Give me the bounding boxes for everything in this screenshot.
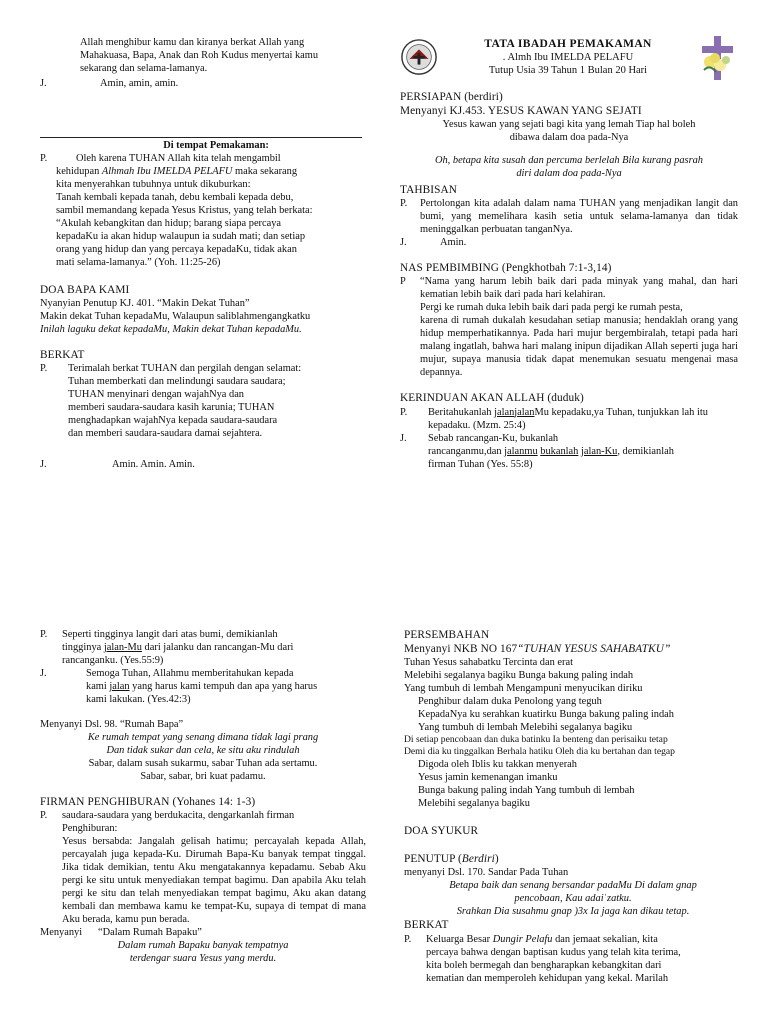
berkat-line: percaya bahwa dengan baptisan kudus yang telah kita terima, (426, 946, 681, 958)
text-part: rancanganmu,dan (428, 445, 505, 457)
underlined-word: bukanlah (540, 445, 579, 457)
kerinduan-p-text (428, 406, 738, 432)
berkat-line: dan memberi saudara-saudara damai sejahtera. (68, 428, 263, 440)
song-lyric: terdengar suara Yesus yang merdu. (129, 953, 277, 965)
doa-syukur-title: DOA SYUKUR (404, 825, 479, 838)
deceased-age: Tutup Usia 39 Tahun 1 Bulan 20 Hari (488, 65, 648, 77)
response-text: Amin. (440, 237, 467, 249)
lyric-line: Tuhan Yesus sahabatku Tercinta dan erat (404, 657, 573, 669)
firman-title: FIRMAN PENGHIBURAN (Yohanes 14: 1-3) (40, 796, 256, 808)
committal-line: kepadaKu ia akan hidup walaupun ia sudah mati; dan setiap (56, 231, 306, 242)
text-part: Beritahukanlah (428, 406, 495, 418)
text-part: tingginya (62, 642, 104, 653)
flower-cross-icon (696, 32, 738, 82)
lyric-line: Penghibur dalam duka Penolong yang teguh (418, 696, 602, 708)
berkat-line: menghadapkan wajahNya kepada saudara-saudara (68, 415, 278, 427)
response-label: J. (40, 459, 47, 471)
leader-label: P. (40, 629, 48, 640)
verse-p-text (62, 628, 366, 667)
kerinduan-j-row (400, 432, 738, 471)
text-part: , demikianlah (617, 445, 674, 457)
berkat-title: BERKAT (404, 919, 449, 932)
persiapan-title: PERSIAPAN (berdiri) (400, 91, 503, 103)
kerinduan-title: KERINDUAN AKAN ALLAH (duduk) (400, 392, 584, 405)
song2-title: “Dalam Rumah Bapaku” (98, 927, 202, 939)
committal-line: “Akulah kebangkitan dan hidup; barang siapa percaya (56, 218, 282, 229)
leader-label: P. (400, 198, 408, 210)
text-part: Mu kepadaku,ya Tuhan, tunjukkan lah itu kepadaku. (Mzm. 25:4) (428, 406, 708, 431)
lyric-line: Yang tumbuh di lembah Melebihi segalanya bagiku (418, 722, 633, 734)
lyric-block (404, 695, 742, 734)
text-part: Menyanyi NKB NO 167 (404, 643, 518, 656)
lyric-line: Yang tumbuh di lembah Mengampuni menyucikan diriku (404, 683, 643, 695)
text-line: Penghiburan: (62, 823, 118, 835)
burial-section (40, 139, 362, 471)
underlined-word: jalan-Mu (103, 642, 142, 653)
song-lyric: Dan tidak sukar dan cela, ke situ aku rindulah (106, 745, 300, 756)
bottom-right-column (404, 628, 742, 985)
leader-label: P. (40, 153, 48, 164)
verse-p-row (40, 628, 366, 667)
berkat-title: BERKAT (40, 349, 85, 362)
text-part: ) (494, 853, 499, 866)
text-part: dan jemaat sekalian, kita (552, 933, 658, 945)
lyric-block (404, 758, 742, 810)
song2-row (40, 926, 366, 939)
offering-song (404, 642, 742, 656)
lyric-line: Melebihi segalanya bagiku Bunga bakung paling indah (404, 670, 634, 682)
committal-line: Tanah kembali kepada tanah, debu kembali kepada debu, (56, 192, 294, 203)
leader-label: P. (404, 933, 412, 945)
tahbisan-row (400, 197, 738, 236)
text-part: kami (86, 681, 110, 692)
leader-label: P (400, 276, 406, 288)
firman-body (40, 822, 366, 926)
committal-line (56, 165, 362, 178)
underlined-word: jalanmu (504, 445, 538, 457)
nas-text (420, 275, 738, 379)
blessing-line: sekarang dan selama-lamanya. (80, 63, 208, 74)
berkat-line: kematian dan memperoleh kehidupan yang kekal. Marilah (426, 972, 669, 984)
committal-first-line: Oleh karena TUHAN Allah kita telah mengambil (76, 153, 281, 164)
committal-line: orang yang hidup dan yang percaya kepadaKu, tidak akan (56, 244, 297, 255)
text-line: Semoga Tuhan, Allahmu memberitahukan kepada (86, 668, 294, 679)
closing-song-lyric: Inilah laguku dekat kepadaMu, Makin dekat Tuhan kepadaMu. (40, 324, 302, 336)
text-line (428, 445, 738, 458)
song-lyric: Yesus kawan yang sejati bagi kita yang lemah Tiap hal boleh (442, 119, 696, 131)
lyric-line: Bunga bakung paling indah Yang tumbuh di lembah (418, 785, 635, 797)
response-text: Amin. Amin. Amin. (112, 459, 195, 471)
verse-j-row (40, 667, 366, 706)
kerinduan-j-text (428, 432, 738, 471)
tahbisan-text: Pertolongan kita adalah dalam nama TUHAN yang menjadikan langit dan bumi, yang memelihara kasih setia untuk selama-lamanya dan tidak meninggalkan perbuatan tanganNya. (420, 198, 738, 236)
song-lyric: pencobaan, Kau adaiˈzatku. (514, 893, 632, 905)
berkat-text (404, 946, 742, 985)
firman-text: Yesus bersabda: Jangalah gelisah hatimu; percayalah kepada Allah, percayalah juga kepada-Ku. Dirumah Bapa-Ku banyak tempat tinggal. Jika tidak demikian, tentu Aku mengatakannya kepadamu. Sebab Aku pergi ke situ untuk menyediakan tempat bagimu. Dan apabila Aku telah pergi ke situ dan telah menyediakan tempat bagimu, Aku akan datang kembali dan membawa kamu ke tempat-Ku, supaya di tempat di mana Aku berada, kamu pun berada. (62, 836, 366, 926)
berkat-line: memberi saudara-saudara kasih karunia; TUHAN (68, 402, 275, 414)
song-lyric: Srahkan Dia susahmu gnap )3x Ia jaga kan dikau tetap. (456, 906, 690, 918)
nas-paragraph: “Nama yang harum lebih baik dari pada minyak yang mahal, dan hari kematian lebih baik dari pada hari kelahiran. (420, 276, 738, 301)
response-label: J. (40, 78, 47, 89)
lyric-line: Di setiap pencobaan dan duka batinku Ia benteng dan perisaiku tetap (404, 734, 668, 746)
kerinduan-p-row (400, 406, 738, 432)
response-label: J. (400, 237, 407, 249)
opening-song: Menyanyi KJ.453. YESUS KAWAN YANG SEJATI (400, 105, 642, 118)
response-label: J. (400, 432, 407, 444)
section-title: Di tempat Pemakaman: (163, 140, 269, 151)
closing-song-lyric: Makin dekat Tuhan kepadaMu, Walaupun saliblahmengangkatku (40, 311, 311, 323)
text-line: rancanganku. (Yes.55:9) (62, 655, 164, 666)
deceased-name: . Almh Ibu IMELDA PELAFU (502, 52, 634, 64)
song-lyric: Sabar, dalam susah sukarmu, sabar Tuhan ada sertamu. (88, 758, 318, 769)
berkat-first-line (426, 933, 742, 946)
song2-label: Menyanyi (40, 927, 83, 939)
committal-text-part: maka sekarang (232, 166, 298, 177)
text-part: Keluarga Besar (426, 933, 493, 945)
committal-row (40, 152, 362, 165)
song-lyric: Dalam rumah Bapaku banyak tempatnya (117, 940, 289, 952)
committal-text (40, 165, 362, 269)
committal-line: sambil memandang kepada Yesus Kristus, yang telah berkata: (56, 205, 313, 216)
berkat-line: kita boleh bermegah dan bengharapkan kebangkitan dari (426, 959, 662, 971)
tahbisan-title: TAHBISAN (400, 184, 458, 197)
lyric-line: Demi dia ku tinggalkan Berhala hatiku Oleh dia ku bertahan dan tegap (404, 746, 675, 758)
church-seal-icon (400, 38, 438, 76)
closing-blessing (40, 36, 362, 75)
lyric-line: KepadaNya ku serahkan kuatirku Bunga bakung paling indah (418, 709, 674, 721)
lyric-line: Digoda oleh Iblis ku takkan menyerah (418, 759, 577, 771)
response-text: Amin, amin, amin. (100, 78, 179, 89)
doa-title: DOA BAPA KAMI (40, 284, 130, 296)
closing-song: menyanyi Dsl. 170. Sandar Pada Tuhan (404, 867, 569, 879)
song-lyric: dibawa dalam doa pada-Nya (509, 132, 629, 144)
penutup-title (404, 852, 742, 866)
family-name: Dungir Pelafu (492, 933, 553, 945)
berkat-first-line: Terimalah berkat TUHAN dan pergilah dengan selamat: (68, 363, 302, 375)
leader-label: P. (40, 810, 48, 822)
text-part: Berdiri (461, 853, 495, 866)
response-label: J. (40, 668, 47, 679)
text-line: Seperti tingginya langit dari atas bumi, demikianlah (62, 629, 278, 640)
song-title: “TUHAN YESUS SAHABATKU” (517, 643, 671, 656)
berkat-line: TUHAN menyinari dengan wajahNya dan (68, 389, 245, 401)
song-lyric: Oh, betapa kita susah dan percuma berlelah Bila kurang pasrah (434, 155, 703, 167)
underlined-word: jalanjalan (494, 406, 535, 418)
blessing-line: Mahakuasa, Bapa, Anak dan Roh Kudus menyertai kamu (80, 50, 319, 61)
response-row (40, 77, 362, 90)
text-line (86, 680, 366, 693)
section-divider (40, 137, 362, 138)
song-lyric: Ke rumah tempat yang senang dimana tidak lagi prang (87, 732, 319, 743)
underlined-word: jalan (109, 681, 130, 692)
text-line: firman Tuhan (Yes. 55:8) (428, 458, 533, 470)
text-part: PENUTUP ( (404, 853, 462, 866)
nas-paragraph: Pergi ke rumah duka lebih baik dari pada pergi ke rumah pesta, (420, 302, 683, 314)
header-text (446, 37, 690, 78)
text-line (62, 641, 366, 654)
program-title: TATA IBADAH PEMAKAMAN (484, 37, 652, 50)
deceased-name: Alhmah Ibu IMELDA PELAFU (101, 166, 233, 177)
leader-label: P. (400, 406, 408, 418)
underlined-word: jalan-Ku (580, 445, 618, 457)
response-row (400, 236, 738, 249)
blessing-line: Allah menghibur kamu dan kiranya berkat Allah yang (80, 37, 305, 48)
firman-row (40, 809, 366, 822)
song-lyric: Betapa baik dan senang bersandar padaMu Di dalam gnap (449, 880, 697, 892)
committal-line: mati selama-lamanya.” (Yoh. 11:25-26) (56, 257, 221, 268)
song-lyric: diri dalam doa pada-Nya (516, 168, 622, 180)
text-line: Sebab rancangan-Ku, bukanlah (428, 432, 559, 444)
verse-j-text (86, 667, 366, 706)
leader-label: P. (40, 363, 48, 375)
song-title: Menyanyi Dsl. 98. “Rumah Bapa” (40, 719, 184, 730)
text-part: yang harus kami tempuh dan apa yang harus (129, 681, 318, 692)
top-left-column (40, 36, 362, 90)
song-lyric: Sabar, sabar, bri kuat padamu. (140, 771, 266, 782)
berkat-text (40, 375, 362, 440)
berkat-row (40, 362, 362, 375)
nas-row (400, 275, 738, 379)
text-line: kami lakukan. (Yes.42:3) (86, 694, 191, 705)
committal-text-part: kehidupan (56, 166, 102, 177)
program-header (400, 32, 738, 82)
berkat-line: Tuhan memberkati dan melindungi saudara saudara; (68, 376, 286, 388)
closing-song: Nyanyian Penutup KJ. 401. “Makin Dekat Tuhan” (40, 298, 250, 310)
text-part: dari jalanku dan rancangan-Mu dari (141, 642, 294, 653)
persembahan-title: PERSEMBAHAN (404, 629, 490, 641)
response-row (40, 458, 362, 471)
lyric-line: Melebihi segalanya bagiku (418, 798, 530, 810)
top-right-column (400, 32, 738, 471)
nas-paragraph: karena di rumah dukalah kesudahan setiap manusia; hendaklah orang yang hidup memperhatikannya. Pada hari mujur bergembiralah, tetapi pada hari malang ingatlah, bahwa hari malang inipun dijadikan Allah seperti juga hari mujur, supaya manusia tidak dapat menemukan sesuatu mengenai masa depannya. (420, 315, 738, 379)
nas-title: NAS PEMBIMBING (Pengkhotbah 7:1-3,14) (400, 262, 612, 275)
lyric-line: Yesus jamin kemenangan imanku (418, 772, 558, 784)
firman-intro: saudara-saudara yang berdukacita, dengarkanlah firman (62, 810, 295, 822)
berkat-row (404, 933, 742, 946)
bottom-left-column (40, 628, 366, 965)
committal-line: kita menyerahkan tubuhnya untuk dikuburkan: (56, 179, 251, 190)
